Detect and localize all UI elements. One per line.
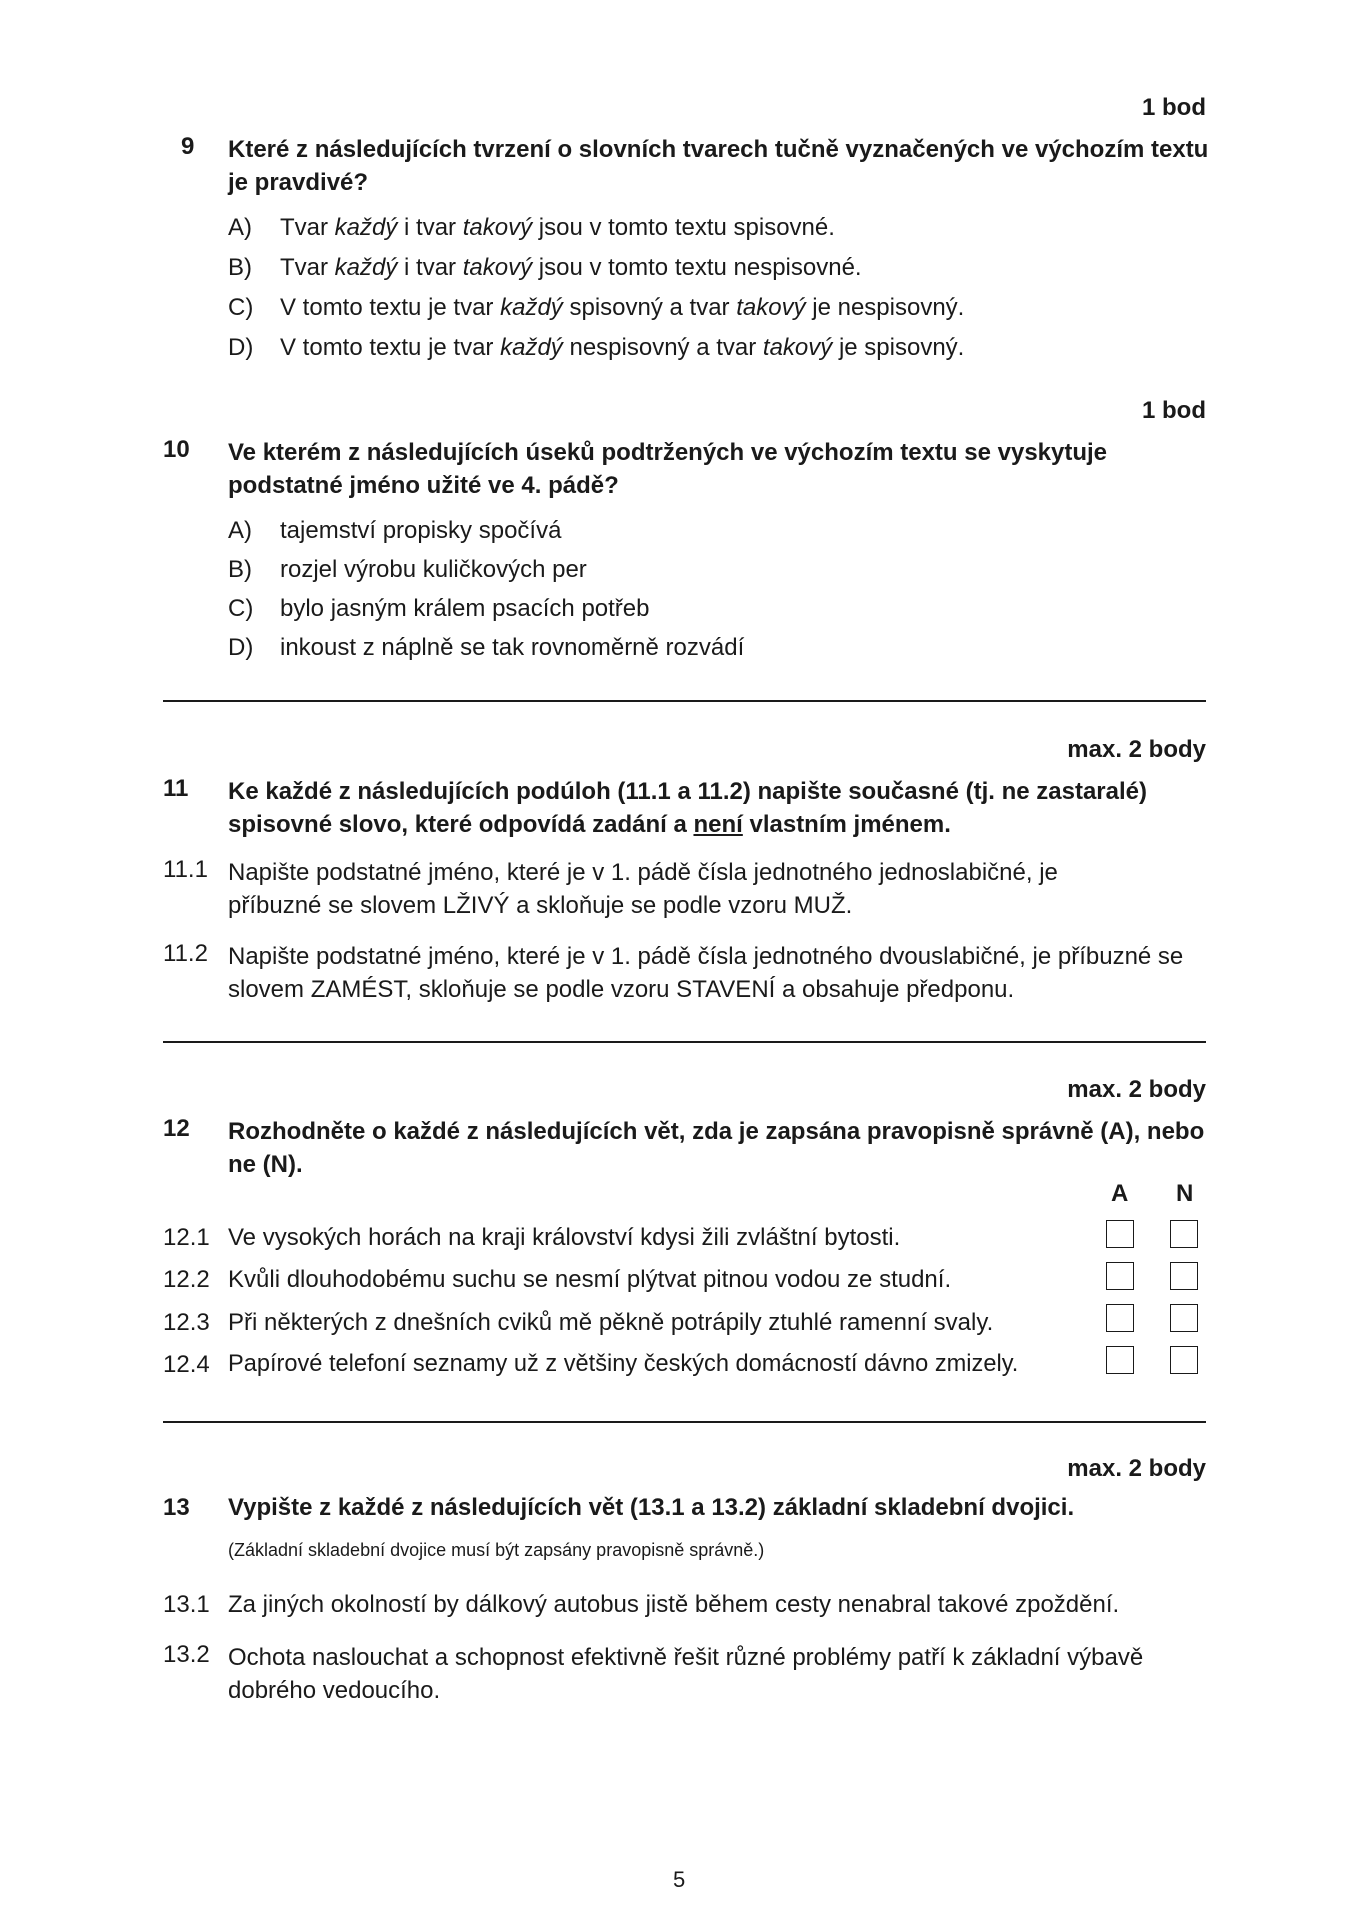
subitem-number-13-1: 13.1 [163, 1591, 210, 1618]
question-number-12: 12 [163, 1115, 190, 1142]
subitem-text-11-2: Napište podstatné jméno, které je v 1. pádě čísla jednotného dvouslabičné, je příbuzné se slovem ZAMÉST, skloňuje se podle vzoru STAVENÍ a obsahuje předponu. [228, 943, 1184, 1003]
checkbox-12-2-a[interactable] [1106, 1262, 1134, 1290]
option-text: jsou v tomto textu nespisovné. [532, 254, 862, 281]
column-header-a: A [1111, 1180, 1129, 1207]
option-text: inkoust z náplně se tak rovnoměrně rozvádí [280, 634, 745, 661]
subitem-text-12-1: Ve vysokých horách na kraji království kdysi žili zvláštní bytosti. [228, 1224, 901, 1251]
column-header-n: N [1176, 1180, 1194, 1207]
option-text: rozjel výrobu kuličkových per [280, 556, 587, 583]
option-text: tajemství propisky spočívá [280, 517, 562, 544]
option-letter: D) [228, 634, 254, 661]
option-q10-a[interactable] [228, 517, 561, 545]
option-q10-b[interactable] [228, 556, 587, 584]
checkbox-12-4-a[interactable] [1106, 1346, 1134, 1374]
subitem-text-12-3: Při některých z dnešních cviků mě pěkně potrápily ztuhlé ramenní svaly. [228, 1309, 994, 1336]
option-italic-word: každý [334, 254, 398, 281]
subitem-text-13-1: Za jiných okolností by dálkový autobus jistě během cesty nenabral takové zpoždění. [228, 1591, 1120, 1618]
points-label-q10: 1 bod [1142, 397, 1206, 424]
option-letter: C) [228, 294, 254, 321]
option-q9-d[interactable] [228, 334, 964, 362]
points-label-q11: max. 2 body [1067, 736, 1206, 763]
points-label-q9: 1 bod [1142, 94, 1206, 121]
option-text: nespisovný a tvar [562, 334, 763, 361]
option-letter: B) [228, 556, 252, 583]
subitem-number-11-2: 11.2 [163, 940, 208, 967]
points-label-q13: max. 2 body [1067, 1455, 1206, 1482]
question-text-part: vlastním jménem. [742, 811, 951, 838]
subitem-number-12-2: 12.2 [163, 1266, 210, 1293]
question-number-10: 10 [163, 436, 190, 463]
option-letter: D) [228, 334, 254, 361]
checkbox-12-1-n[interactable] [1170, 1220, 1198, 1248]
question-text-9: Které z následujících tvrzení o slovních tvarech tučně vyznačených ve výchozím textu je pravdivé? [228, 136, 1209, 196]
subitem-text-13-2: Ochota naslouchat a schopnost efektivně řešit různé problémy patří k základní výbavě dobrého vedoucího. [228, 1644, 1144, 1704]
option-text: i tvar [397, 254, 463, 281]
underlined-word: není [693, 811, 743, 838]
question-number-11: 11 [163, 775, 189, 802]
option-text: i tvar [397, 214, 463, 241]
question-text-11 [228, 775, 1213, 841]
option-text: bylo jasným králem psacích potřeb [280, 595, 650, 622]
checkbox-12-1-a[interactable] [1106, 1220, 1134, 1248]
option-italic-word: takový [736, 294, 806, 321]
option-letter: C) [228, 595, 254, 622]
option-italic-word: každý [334, 214, 398, 241]
option-q9-b[interactable] [228, 254, 862, 282]
subitem-text-12-4: Papírové telefoní seznamy už z většiny českých domácností dávno zmizely. [228, 1351, 1019, 1377]
subitem-number-12-1: 12.1 [163, 1224, 210, 1251]
option-q9-a[interactable] [228, 214, 835, 242]
option-italic-word: každý [500, 334, 563, 361]
option-italic-word: takový [762, 334, 833, 361]
checkbox-12-3-n[interactable] [1170, 1304, 1198, 1332]
subitem-text-11-1: Napište podstatné jméno, které je v 1. pádě čísla jednotného jednoslabičné, je příbuzné se slovem LŽIVÝ a skloňuje se podle vzoru MUŽ. [228, 859, 1058, 919]
subitem-text-12-2: Kvůli dlouhodobému suchu se nesmí plýtvat pitnou vodou ze studní. [228, 1266, 952, 1293]
option-q10-d[interactable] [228, 634, 744, 662]
question-note-13: (Základní skladební dvojice musí být zapsány pravopisně správně.) [228, 1540, 765, 1560]
question-text-part: Ke každé z následujících podúloh (11.1 a 11.2) napište současné (tj. ne zastaralé) spisovné slovo, které odpovídá zadání a [228, 778, 1147, 838]
option-italic-word: takový [462, 254, 533, 281]
option-letter: A) [228, 517, 252, 544]
option-text: jsou v tomto textu spisovné. [532, 214, 835, 241]
checkbox-12-4-n[interactable] [1170, 1346, 1198, 1374]
option-text: je spisovný. [832, 334, 965, 361]
option-text: Tvar [280, 254, 335, 281]
option-italic-word: takový [462, 214, 533, 241]
subitem-number-12-3: 12.3 [163, 1309, 210, 1336]
question-text-12: Rozhodněte o každé z následujících vět, zda je zapsána pravopisně správně (A), nebo ne (N). [228, 1118, 1205, 1178]
checkbox-12-2-n[interactable] [1170, 1262, 1198, 1290]
question-text-10: Ve kterém z následujících úseků podtržených ve výchozím textu se vyskytuje podstatné jméno užité ve 4. pádě? [228, 439, 1108, 499]
points-label-q12: max. 2 body [1067, 1076, 1206, 1103]
option-italic-word: každý [500, 294, 563, 321]
option-q10-c[interactable] [228, 595, 650, 623]
question-number-9: 9 [181, 133, 195, 160]
section-divider [163, 700, 1206, 702]
option-letter: B) [228, 254, 252, 281]
section-divider [163, 1041, 1206, 1043]
option-q9-c[interactable] [228, 294, 964, 322]
subitem-number-13-2: 13.2 [163, 1641, 210, 1668]
subitem-number-12-4: 12.4 [163, 1351, 210, 1378]
option-letter: A) [228, 214, 252, 241]
page-number: 5 [673, 1867, 686, 1892]
question-number-13: 13 [163, 1494, 190, 1521]
option-text: V tomto textu je tvar [280, 294, 501, 321]
option-text: je nespisovný. [805, 294, 965, 321]
option-text: V tomto textu je tvar [280, 334, 501, 361]
section-divider [163, 1421, 1206, 1423]
checkbox-12-3-a[interactable] [1106, 1304, 1134, 1332]
question-text-13: Vypište z každé z následujících vět (13.1 a 13.2) základní skladební dvojici. [228, 1494, 1075, 1521]
option-text: spisovný a tvar [562, 294, 737, 321]
option-text: Tvar [280, 214, 335, 241]
subitem-number-11-1: 11.1 [163, 856, 208, 883]
